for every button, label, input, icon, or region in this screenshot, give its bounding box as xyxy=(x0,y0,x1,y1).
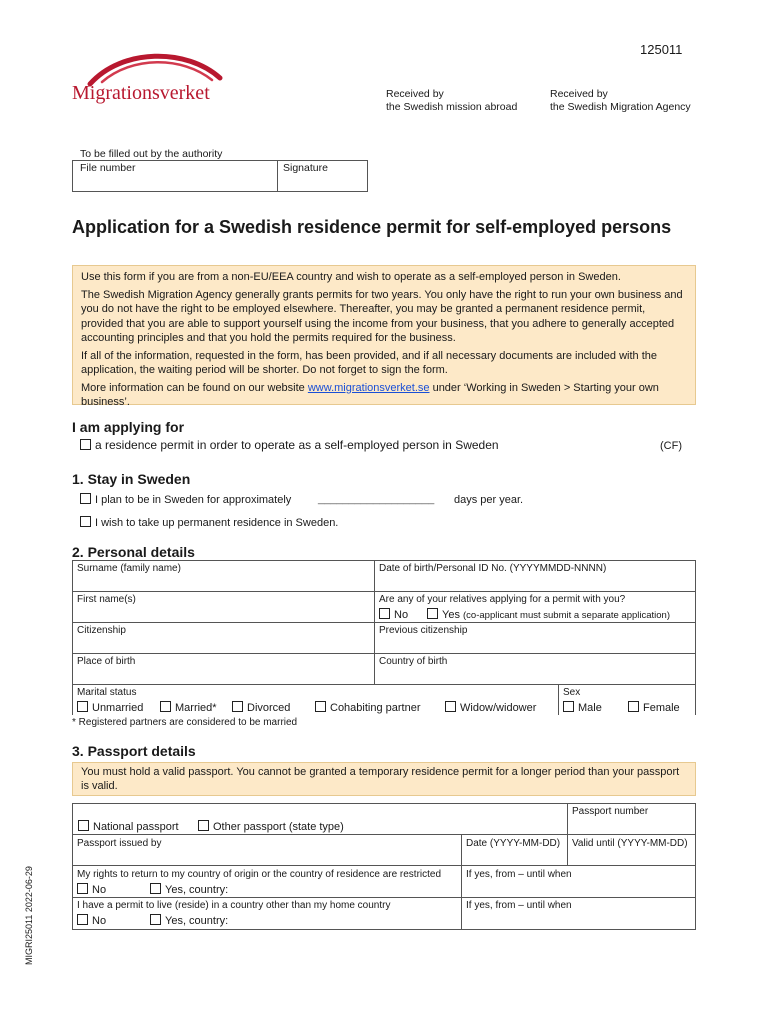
marital-cohabiting xyxy=(315,701,421,714)
relatives-yes-note: (co-applicant must submit a separate application) xyxy=(463,610,671,621)
personal-heading: 2. Personal details xyxy=(72,544,195,560)
relatives-no-checkbox[interactable] xyxy=(379,608,390,619)
marital-unmarried xyxy=(77,701,143,714)
intro-info-box xyxy=(72,265,696,408)
file-number-label: File number xyxy=(80,162,136,174)
widow-label: Widow/widower xyxy=(460,702,537,714)
applying-checkbox[interactable] xyxy=(80,439,91,450)
passport-info-box xyxy=(72,762,696,796)
married-label: Married* xyxy=(175,702,217,714)
marital-divorced xyxy=(232,701,290,714)
other-passport-label: Other passport (state type) xyxy=(213,821,344,833)
first-names-field[interactable]: First name(s) xyxy=(77,594,136,605)
other-passport-option xyxy=(198,820,344,833)
prev-citizenship-field[interactable]: Previous citizenship xyxy=(379,625,468,636)
personal-table xyxy=(72,560,696,715)
intro-p4 xyxy=(81,381,687,410)
relatives-yes xyxy=(427,608,670,621)
received-agency: Received by the Swedish Migration Agency xyxy=(550,88,691,113)
national-passport-option xyxy=(78,820,179,833)
issue-date-field[interactable]: Date (YYYY-MM-DD) xyxy=(466,838,561,849)
intro-p2: The Swedish Migration Agency generally grants permits for two years. You only have the right to run your own business and you do not have the right to be employed elsewhere. Thereafter, you may be granted a permanent residence permit, provided that you are able to support yourself using the income from your business, that you adhere to generally accepted accounting principles and that you hold the permits required for the business. xyxy=(81,288,683,344)
intro-p3: If all of the information, requested in the form, has been provided, and if all necessary documents are included with the application, the waiting period will be shorter. Do not forget to sign the form. xyxy=(81,349,657,376)
marital-married xyxy=(160,701,217,714)
national-passport-checkbox[interactable] xyxy=(78,820,89,831)
stay-days-suffix: days per year. xyxy=(454,494,524,506)
side-form-code: MIGRI25011 2022-06-29 xyxy=(24,866,34,965)
female-checkbox[interactable] xyxy=(628,701,639,712)
permit-yes-checkbox[interactable] xyxy=(150,914,161,925)
relatives-no-label: No xyxy=(394,609,409,621)
rights-return-dates-field[interactable]: If yes, from – until when xyxy=(466,869,572,880)
permanent-residence-checkbox[interactable] xyxy=(80,516,91,527)
permit-no-checkbox[interactable] xyxy=(77,914,88,925)
permit-other-dates-field[interactable]: If yes, from – until when xyxy=(466,900,572,911)
rights-no-checkbox[interactable] xyxy=(77,883,88,894)
divorced-checkbox[interactable] xyxy=(232,701,243,712)
divorced-label: Divorced xyxy=(247,702,291,714)
website-link[interactable]: www.migrationsverket.se xyxy=(307,381,430,394)
permit-yes-label: Yes, country: xyxy=(165,915,229,927)
male-checkbox[interactable] xyxy=(563,701,574,712)
page-title: Application for a Swedish residence permit for self-employed persons xyxy=(72,217,672,237)
permanent-residence-label: I wish to take up permanent residence in Sweden. xyxy=(95,517,339,529)
cohabiting-checkbox[interactable] xyxy=(315,701,326,712)
stay-days-label: I plan to be in Sweden for approximately xyxy=(95,494,292,506)
surname-field[interactable]: Surname (family name) xyxy=(77,563,181,574)
applying-heading: I am applying for xyxy=(72,419,185,435)
sex-male xyxy=(563,701,602,714)
country-of-birth-field[interactable]: Country of birth xyxy=(379,656,448,667)
passport-info-text: You must hold a valid passport. You cannot be granted a temporary residence permit for a longer period than your passport is valid. xyxy=(81,766,680,792)
intro-p4-pre: More information can be found on our website xyxy=(81,381,308,394)
permit-no-label: No xyxy=(92,915,107,927)
logo-text: Migrationsverket xyxy=(72,82,210,104)
married-checkbox[interactable] xyxy=(160,701,171,712)
citizenship-field[interactable]: Citizenship xyxy=(77,625,126,636)
relatives-yes-checkbox[interactable] xyxy=(427,608,438,619)
authority-label: To be filled out by the authority xyxy=(80,148,223,160)
sex-female xyxy=(628,701,680,714)
applying-option xyxy=(80,438,499,452)
signature-label: Signature xyxy=(283,162,328,174)
other-passport-checkbox[interactable] xyxy=(198,820,209,831)
stay-days-checkbox[interactable] xyxy=(80,493,91,504)
rights-no-option xyxy=(77,883,106,896)
unmarried-label: Unmarried xyxy=(92,702,144,714)
unmarried-checkbox[interactable] xyxy=(77,701,88,712)
rights-yes-label: Yes, country: xyxy=(165,884,229,896)
stay-days-input[interactable]: ___________________ xyxy=(318,493,435,505)
marital-footnote: * Registered partners are considered to be married xyxy=(72,717,298,728)
stay-heading: 1. Stay in Sweden xyxy=(72,471,191,487)
intro-p4-post: under ‘Working in Sweden > Starting your own business’. xyxy=(81,381,659,408)
passport-heading: 3. Passport details xyxy=(72,743,196,759)
marital-widow xyxy=(445,701,536,714)
issued-by-field[interactable]: Passport issued by xyxy=(77,838,162,849)
place-of-birth-field[interactable]: Place of birth xyxy=(77,656,136,667)
male-label: Male xyxy=(578,702,602,714)
applying-option-label: a residence permit in order to operate as a self-employed person in Sweden xyxy=(95,438,499,452)
rights-return-label: My rights to return to my country of origin or the country of residence are restricted xyxy=(77,869,442,880)
relatives-question: Are any of your relatives applying for a permit with you? xyxy=(379,594,626,605)
female-label: Female xyxy=(643,702,680,714)
rights-yes-checkbox[interactable] xyxy=(150,883,161,894)
permit-no-option xyxy=(77,914,106,927)
rights-no-label: No xyxy=(92,884,107,896)
intro-p1: Use this form if you are from a non-EU/EEA country and wish to operate as a self-employed person in Sweden. xyxy=(81,271,621,283)
rights-yes-option xyxy=(150,883,228,896)
stay-option-1 xyxy=(80,493,291,506)
relatives-no xyxy=(379,608,408,621)
widow-checkbox[interactable] xyxy=(445,701,456,712)
received-mission: Received by the Swedish mission abroad xyxy=(386,88,518,113)
permit-yes-option xyxy=(150,914,228,927)
relatives-yes-label: Yes xyxy=(442,609,460,621)
applying-code: (CF) xyxy=(660,440,682,452)
dob-field[interactable]: Date of birth/Personal ID No. (YYYYMMDD-NNNN) xyxy=(379,563,607,574)
passport-number-field[interactable]: Passport number xyxy=(572,806,649,817)
national-passport-label: National passport xyxy=(93,821,179,833)
stay-option-2 xyxy=(80,516,338,529)
sex-label: Sex xyxy=(563,687,581,698)
permit-other-label: I have a permit to live (reside) in a country other than my home country xyxy=(77,900,391,911)
valid-until-field[interactable]: Valid until (YYYY-MM-DD) xyxy=(572,838,688,849)
logo xyxy=(72,52,232,107)
cohabiting-label: Cohabiting partner xyxy=(330,702,421,714)
marital-status-label: Marital status xyxy=(77,687,137,698)
form-number: 125011 xyxy=(640,42,683,57)
